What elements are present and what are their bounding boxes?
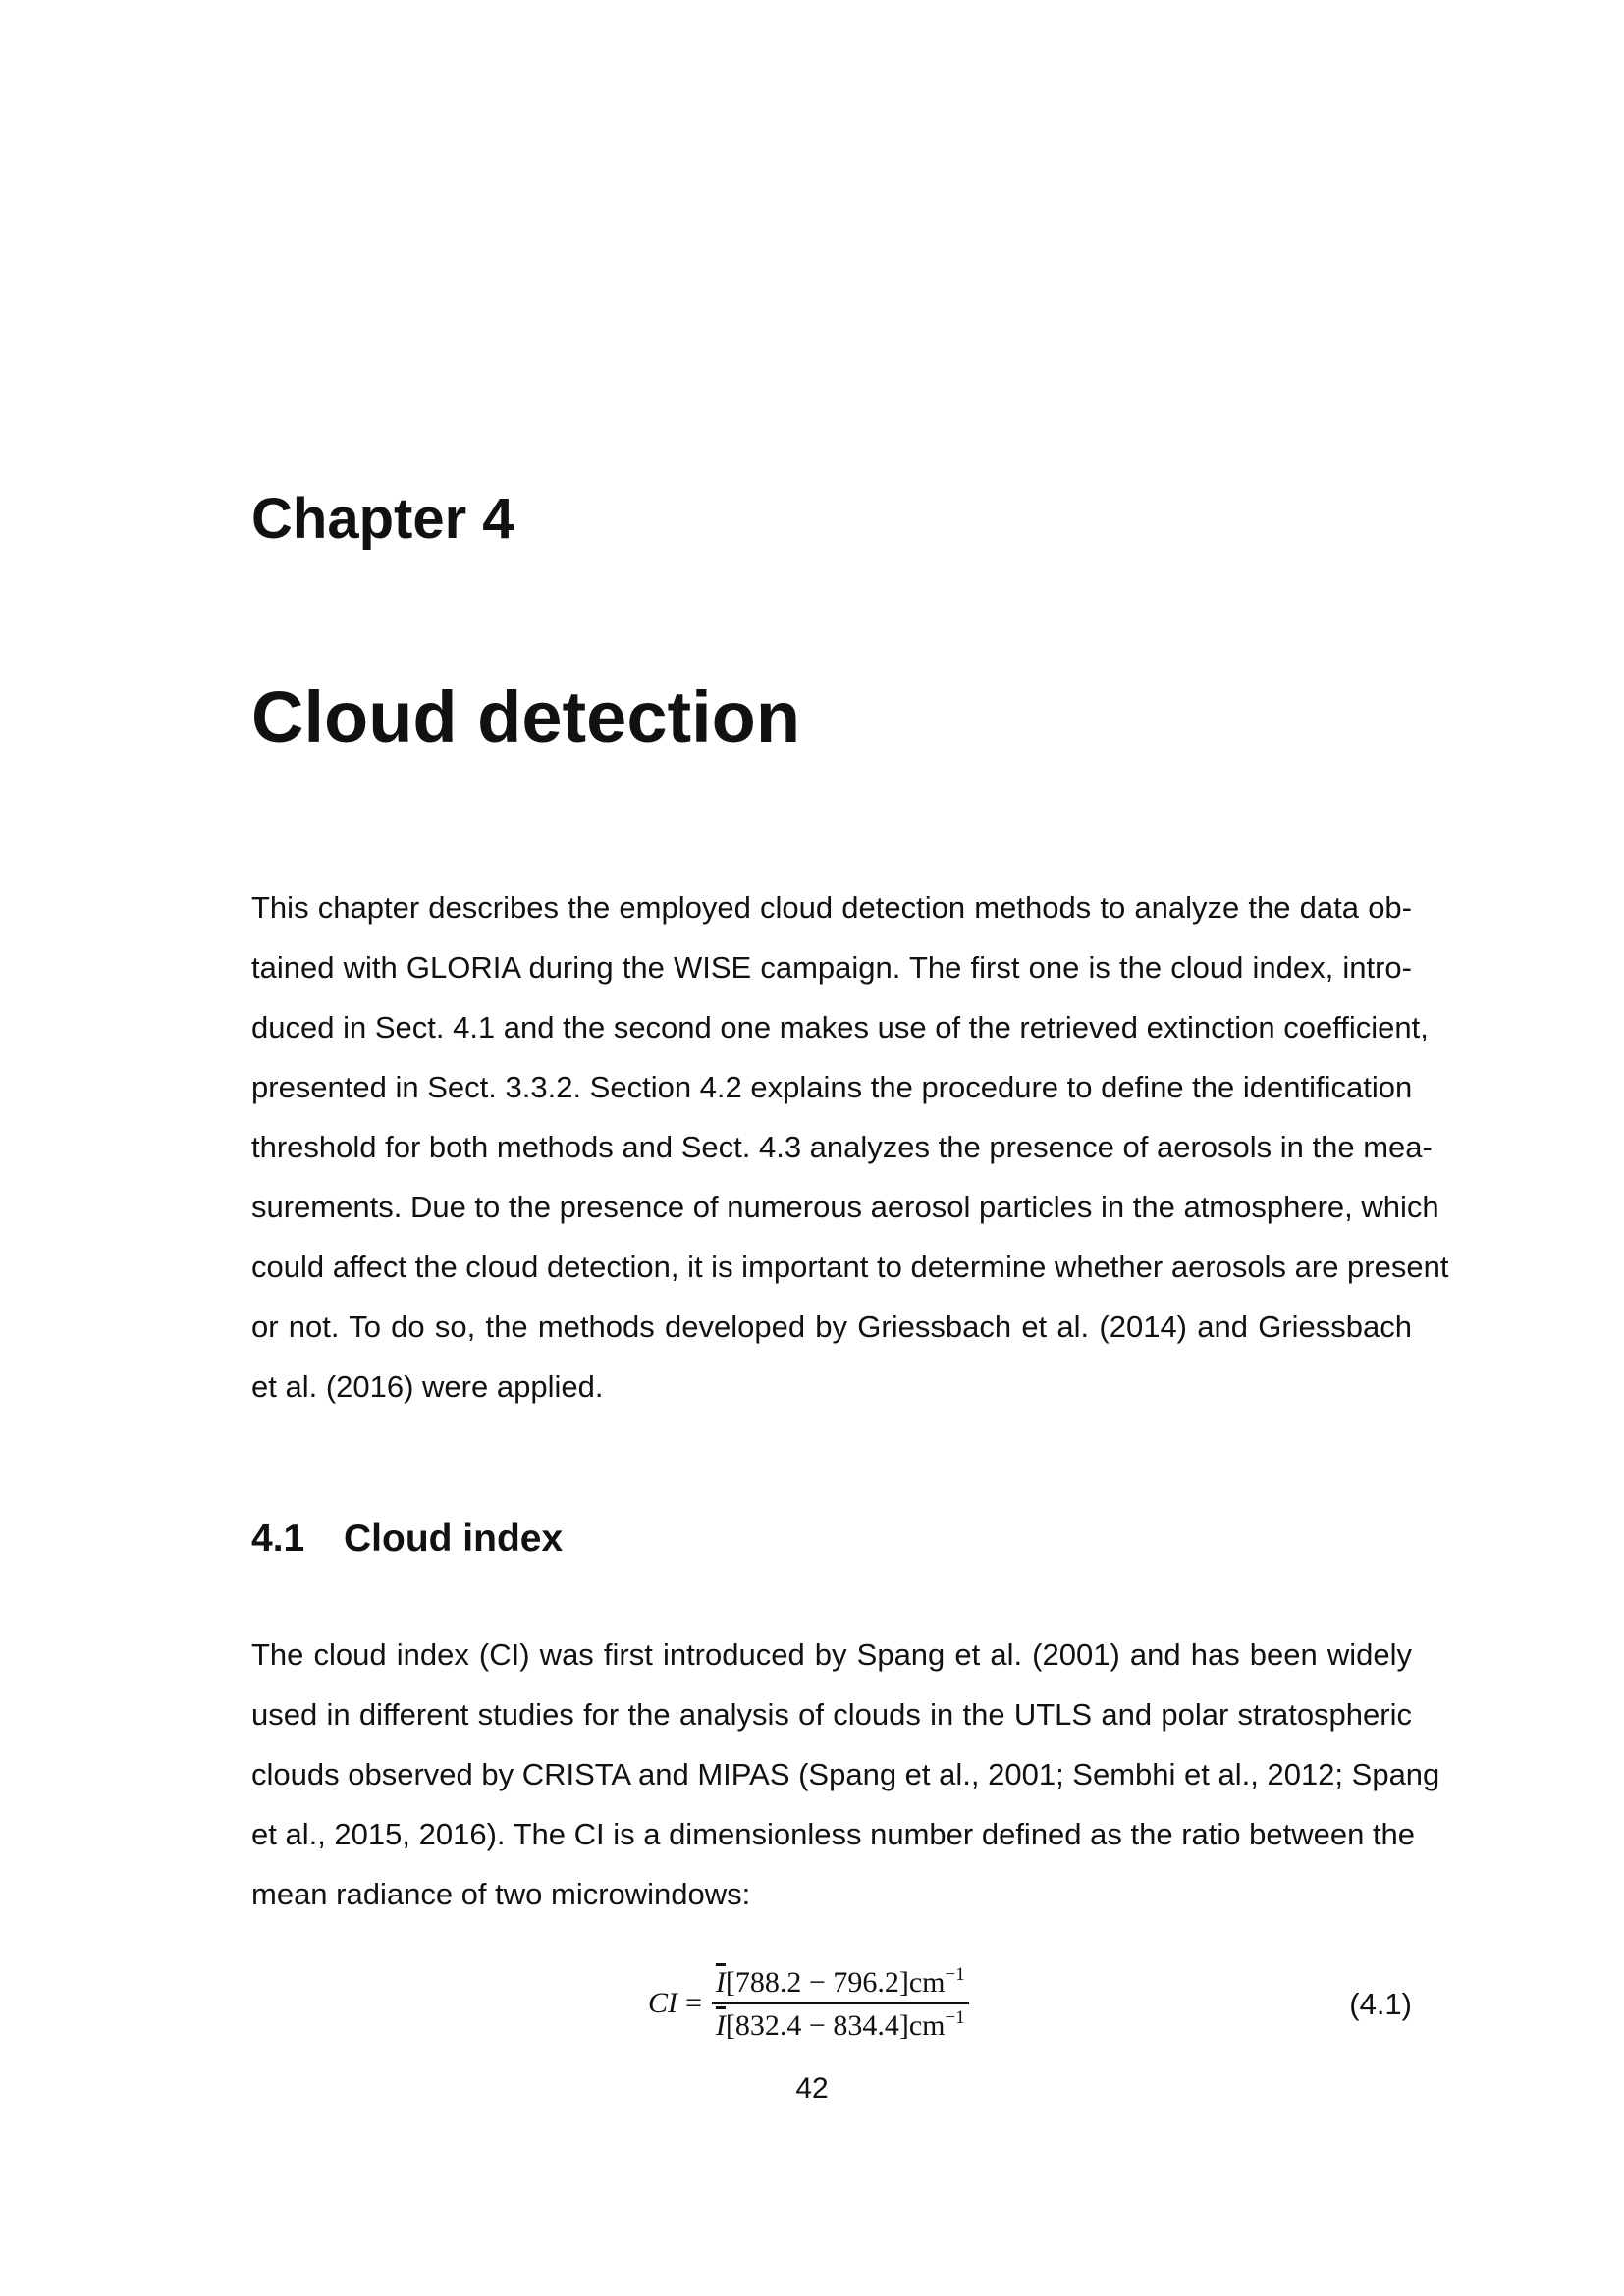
ci-line-5: mean radiance of two microwindows: [251,1877,751,1911]
equation-numerator [712,1964,969,2000]
section-title: Cloud index [344,1518,564,1560]
chapter-label: Chapter 4 [251,487,514,551]
numerator-mean-radiance-symbol: $\overline{I}$ [715,1966,726,1999]
fraction-bar [712,2002,969,2004]
chapter-title: Cloud detection [251,676,801,758]
equation-equals: = [685,1987,702,2019]
equation-fraction [712,1964,969,2043]
intro-line-1: This chapter describes the employed cloud detection methods to analyze the data ob- [251,890,1412,925]
intro-line-3: duced in Sect. 4.1 and the second one makes use of the retrieved extinction coefficient, [251,1010,1429,1044]
cloud-index-paragraph [251,1625,1440,1924]
intro-line-7: could affect the cloud detection, it is important to determine whether aerosols are present [251,1250,1449,1284]
equation-denominator [712,2007,969,2043]
ci-line-1: The cloud index (CI) was first introduced by Spang et al. (2001) and has been widely [251,1637,1412,1672]
numerator-exponent: −1 [945,1964,965,1985]
ci-line-2: used in different studies for the analysis of clouds in the UTLS and polar stratospheric [251,1697,1412,1732]
intro-paragraph [251,878,1449,1416]
equation-number: (4.1) [1349,1987,1412,2021]
section-number: 4.1 [251,1518,305,1560]
equation-lhs: CI [648,1987,677,2019]
intro-line-5: threshold for both methods and Sect. 4.3 analyzes the presence of aerosols in the mea- [251,1130,1433,1164]
ci-line-3: clouds observed by CRISTA and MIPAS (Spang et al., 2001; Sembhi et al., 2012; Spang [251,1757,1440,1791]
numerator-range: [788.2 − 796.2]cm [725,1966,946,1999]
intro-line-8: or not. To do so, the methods developed by Griessbach et al. (2014) and Griessbach [251,1309,1412,1344]
page-number: 42 [795,2072,829,2105]
section-heading [251,1520,563,1558]
intro-line-6: surements. Due to the presence of numerous aerosol particles in the atmosphere, which [251,1190,1439,1224]
intro-line-4: presented in Sect. 3.3.2. Section 4.2 explains the procedure to define the identification [251,1070,1413,1104]
denominator-exponent: −1 [945,2007,965,2028]
intro-line-9: et al. (2016) were applied. [251,1369,604,1404]
denominator-range: [832.4 − 834.4]cm [725,2009,946,2042]
denominator-mean-radiance-symbol: $\overline{I}$ [715,2009,726,2042]
ci-line-4: et al., 2015, 2016). The CI is a dimensionless number defined as the ratio between the [251,1817,1416,1851]
intro-line-2: tained with GLORIA during the WISE campaign. The first one is the cloud index, intro- [251,950,1412,985]
cloud-index-equation [648,1959,969,2048]
